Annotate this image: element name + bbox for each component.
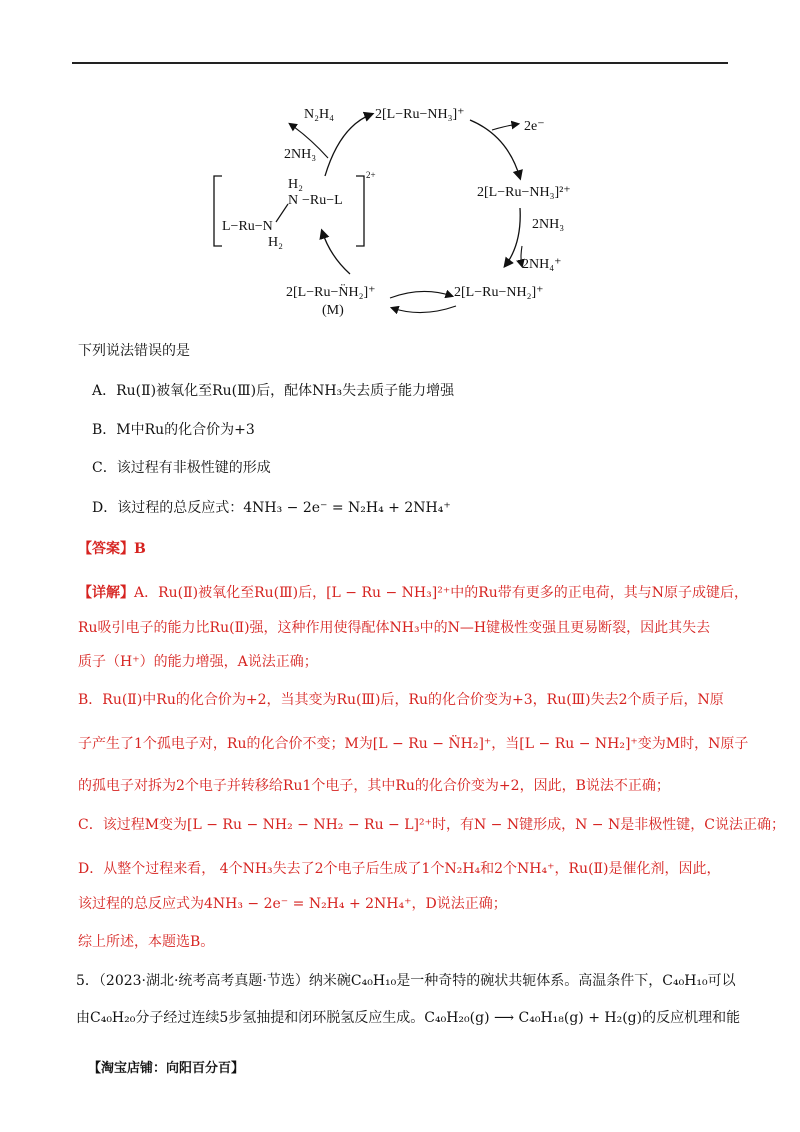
equilibrium-arrow-lower bbox=[392, 306, 456, 313]
dimer-h2-bottom: H₂ bbox=[268, 235, 283, 250]
dimer-charge: 2+ bbox=[366, 170, 376, 180]
footer-shop-name: 【淘宝店铺：向阳百分百】 bbox=[88, 1061, 245, 1076]
arrow-right-to-bottom bbox=[505, 208, 520, 266]
question-text: 下列说法错误的是 bbox=[78, 343, 190, 359]
detail-a-line1 bbox=[78, 582, 749, 604]
detail-a-line2: Ru吸引电子的能力比Ru(Ⅱ)强，这种作用使得配体NH₃中的N—H键极性变强且更易断裂，因此其失去 bbox=[78, 620, 711, 636]
detail-b-line2: 子产生了1个孤电子对，Ru的化合价不变；M为[L − Ru − N̈H₂]⁺，当[L − Ru − NH₂]⁺变为M时，N原子 bbox=[78, 736, 749, 752]
label-ru-m: 2[L−Ru−N̈H₂]⁺ bbox=[286, 285, 376, 300]
dimer-right-bracket bbox=[356, 176, 364, 246]
detail-a-text: A．Ru(Ⅱ)被氧化至Ru(Ⅲ)后，[L − Ru − NH₃]²⁺中的Ru带有更多的正电荷，其与N原子成键后， bbox=[134, 585, 749, 601]
label-2nh3-right: 2NH₃ bbox=[532, 217, 565, 232]
option-a: A．Ru(Ⅱ)被氧化至Ru(Ⅲ)后，配体NH₃失去质子能力增强 bbox=[92, 383, 455, 399]
detail-summary: 综上所述，本题选B。 bbox=[78, 934, 215, 950]
label-2nh4-right: 2NH₄⁺ bbox=[522, 257, 562, 272]
dimer-h2-top: H₂ bbox=[288, 177, 303, 192]
dimer-left-bracket bbox=[214, 176, 222, 246]
detail-b-line1: B．Ru(Ⅱ)中Ru的化合价为+2，当其变为Ru(Ⅲ)后，Ru的化合价变为+3，Ru(Ⅲ)失去2个质子后，N原 bbox=[78, 692, 724, 708]
dimer-ru-l: −Ru−L bbox=[302, 193, 343, 208]
equilibrium-arrow-upper bbox=[390, 291, 452, 298]
label-2nh3-left: 2NH₃ bbox=[284, 147, 317, 162]
option-b: B．M中Ru的化合价为+3 bbox=[92, 422, 255, 438]
top-rule bbox=[72, 62, 728, 64]
detail-a-line3: 质子（H⁺）的能力增强，A说法正确； bbox=[78, 654, 318, 670]
label-n2h4: N₂H₄ bbox=[304, 107, 334, 122]
label-ru-right: 2[L−Ru−NH₃]²⁺ bbox=[477, 185, 571, 200]
label-m: (M) bbox=[322, 303, 344, 318]
question5-line2: 由C₄₀H₂₀分子经过连续5步氢抽提和闭环脱氢反应生成。C₄₀H₂₀(g) ⟶ C₄₀H₁₈(g) + H₂(g)的反应机理和能 bbox=[76, 1010, 741, 1026]
option-d: D．该过程的总反应式：4NH₃ − 2e⁻ = N₂H₄ + 2NH₄⁺ bbox=[92, 500, 451, 516]
label-ru-top: 2[L−Ru−NH₃]⁺ bbox=[375, 107, 465, 122]
detail-d-line1: D．从整个过程来看， 4个NH₃失去了2个电子后生成了1个N₂H₄和2个NH₄⁺，Ru(Ⅱ)是催化剂，因此， bbox=[78, 861, 721, 877]
dimer-l-ru-n: L−Ru−N bbox=[222, 219, 273, 234]
detail-d-line2: 该过程的总反应式为4NH₃ − 2e⁻ = N₂H₄ + 2NH₄⁺，D说法正确； bbox=[78, 896, 507, 912]
arrow-2e-out bbox=[492, 124, 518, 130]
arrow-m-to-dimer bbox=[322, 231, 350, 274]
question5-line1: 5．（2023·湖北·统考高考真题·节选）纳米碗C₄₀H₁₀是一种奇特的碗状共轭体系。高温条件下，C₄₀H₁₀可以 bbox=[76, 973, 736, 989]
detail-c-line1: C．该过程M变为[L − Ru − NH₂ − NH₂ − Ru − L]²⁺时，有N − N键形成，N − N是非极性键，C说法正确； bbox=[78, 817, 785, 833]
option-c: C．该过程有非极性键的形成 bbox=[92, 460, 271, 476]
arrow-left-to-top bbox=[325, 114, 372, 176]
label-ru-bottom-right: 2[L−Ru−NH₂]⁺ bbox=[454, 285, 544, 300]
catalytic-cycle-diagram bbox=[200, 96, 600, 326]
dimer-n-top: N bbox=[288, 193, 299, 208]
dimer-n-n-bond bbox=[276, 204, 288, 222]
answer-line: 【答案】B bbox=[78, 541, 146, 557]
detail-tag: 【详解】 bbox=[78, 585, 134, 601]
detail-b-line3: 的孤电子对拆为2个电子并转移给Ru1个电子，其中Ru的化合价变为+2，因此，B说法不正确； bbox=[78, 778, 670, 794]
label-2e: 2e⁻ bbox=[524, 119, 545, 134]
